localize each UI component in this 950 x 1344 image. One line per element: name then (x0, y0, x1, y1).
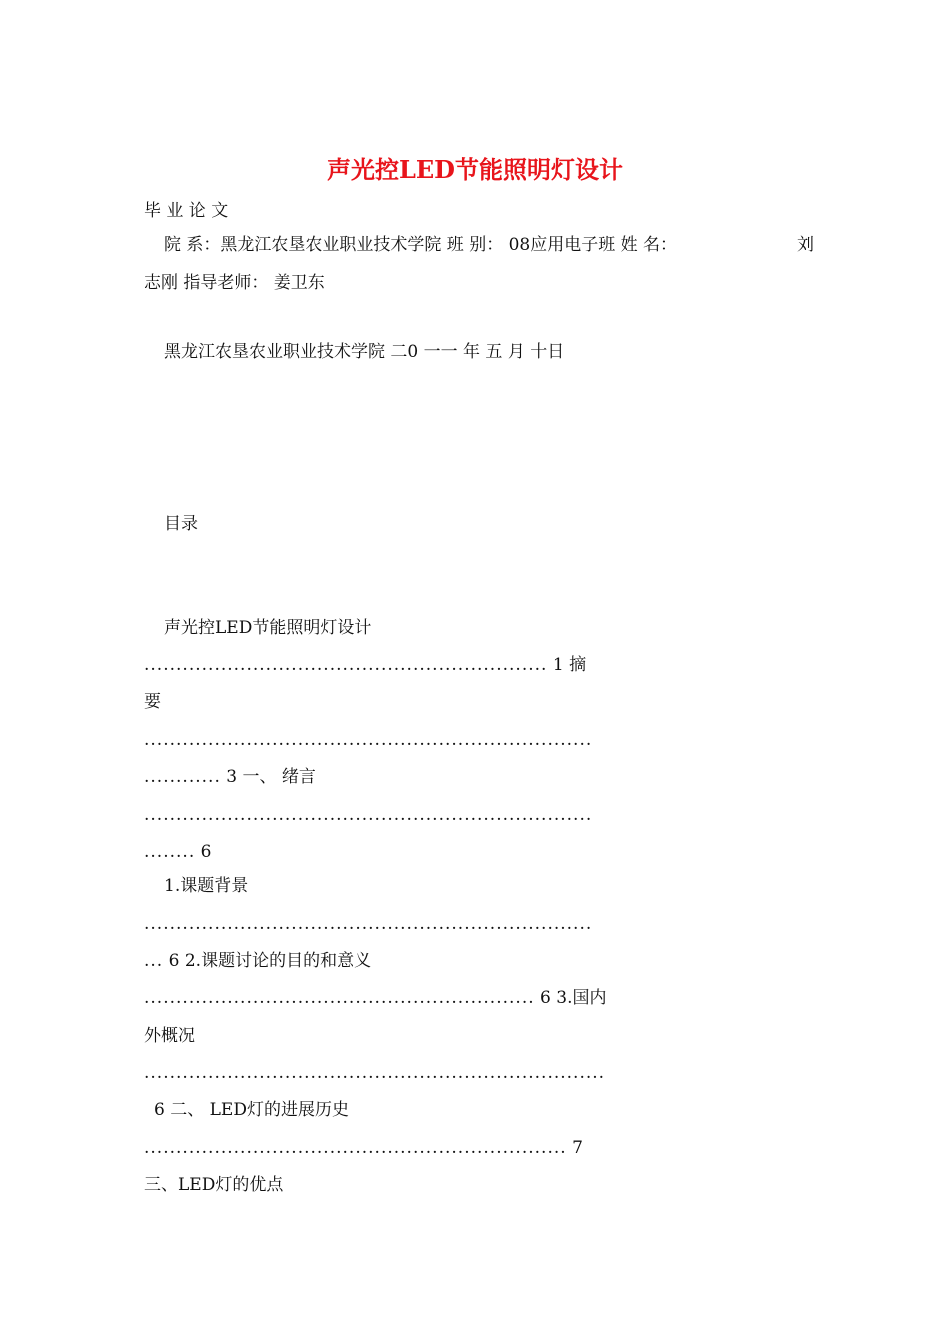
info-line-1 (144, 234, 814, 256)
toc-leader-dots: ............ (144, 767, 221, 787)
toc-leader-dots: ............................................................... (144, 655, 548, 675)
toc-line-8: 1.课题背景 (164, 876, 249, 896)
date-line: 黑龙江农垦农业职业技术学院 二0 一一 年 五 月 十日 (164, 342, 565, 362)
toc-line-2 (144, 654, 814, 676)
toc-line-15 (144, 1137, 814, 1159)
toc-line-2-tail: 1 摘 (552, 655, 587, 675)
toc-leader-dots: ... (144, 951, 164, 971)
toc-line-14: 6 二、 LED灯的进展历史 (154, 1100, 349, 1120)
toc-leader-dots: ........ (144, 842, 196, 862)
toc-line-7 (144, 841, 814, 863)
toc-line-1: 声光控LED节能照明灯设计 (164, 618, 372, 638)
toc-line-4: ...................................................................... (144, 730, 593, 750)
toc-line-11 (144, 987, 814, 1009)
info-line-2: 志刚 指导老师： 姜卫东 (144, 273, 325, 293)
document-title: 声光控LED节能照明灯设计 (327, 155, 623, 184)
toc-line-11-tail: 6 3.国内 (540, 988, 607, 1008)
toc-line-3: 要 (144, 692, 161, 712)
toc-line-15-tail: 7 (572, 1138, 583, 1158)
doc-type-label: 毕 业 论 文 (144, 201, 229, 221)
toc-line-5-tail: 3 一、 绪言 (226, 767, 316, 787)
toc-line-13: ........................................................................ (144, 1063, 606, 1083)
toc-line-6: ...................................................................... (144, 805, 593, 825)
info-line-1-right: 刘 (797, 235, 814, 255)
toc-line-12: 外概况 (144, 1026, 195, 1046)
toc-line-10 (144, 950, 814, 972)
toc-line-9: ...................................................................... (144, 914, 593, 934)
toc-heading: 目录 (164, 514, 198, 534)
toc-leader-dots: ............................................................. (144, 988, 535, 1008)
toc-line-7-tail: 6 (200, 842, 212, 862)
toc-line-5 (144, 766, 814, 788)
info-line-1-left: 院 系：黑龙江农垦农业职业技术学院 班 别： 08应用电子班 姓 名： (164, 235, 678, 255)
toc-leader-dots: .................................................................. (144, 1138, 567, 1158)
toc-line-10-tail: 6 2.课题讨论的目的和意义 (168, 951, 372, 971)
toc-line-16: 三、LED灯的优点 (144, 1175, 284, 1195)
